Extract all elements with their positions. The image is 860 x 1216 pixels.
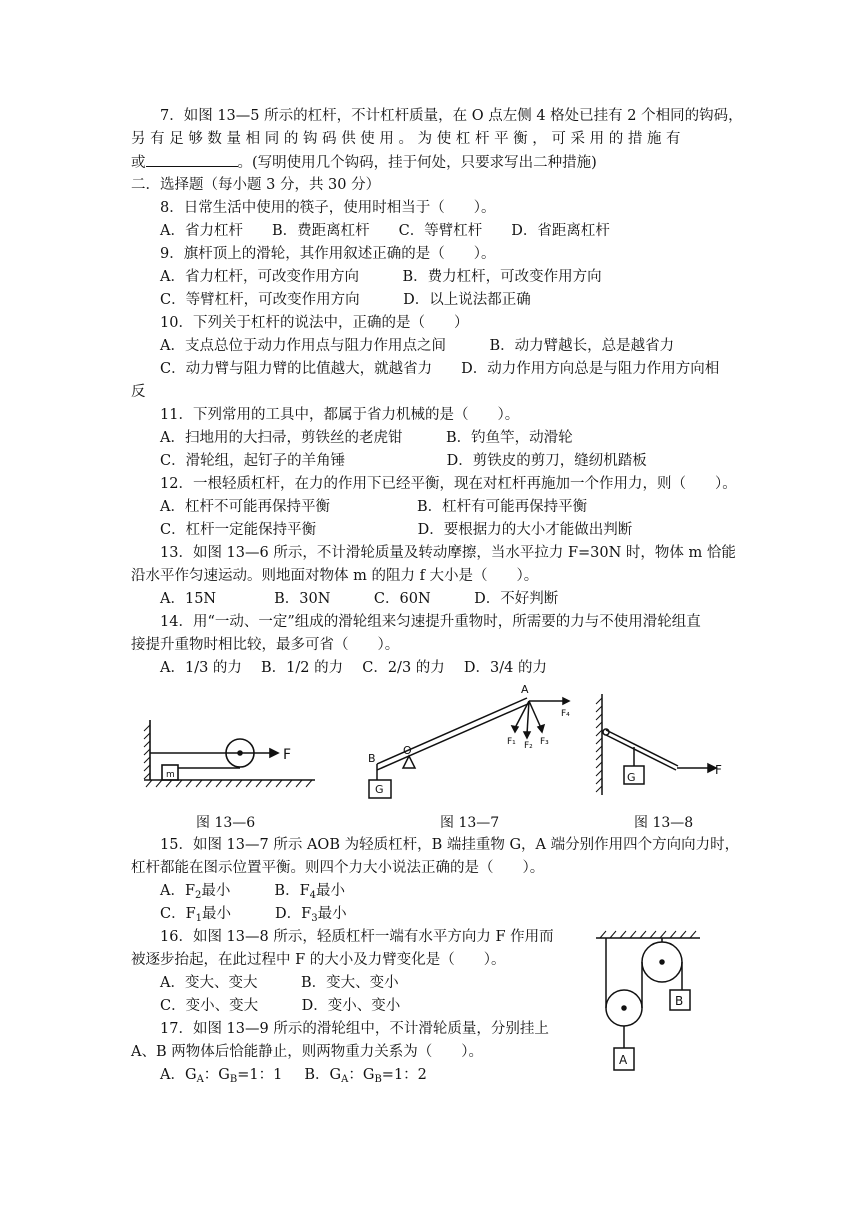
q17-opt-b-sub1: A	[341, 1074, 349, 1085]
fig6-label-m: m	[166, 770, 175, 780]
q10-stem: 10．下列关于杠杆的说法中，正确的是（ ）	[160, 315, 469, 331]
fig9-label-A: A	[619, 1053, 628, 1067]
q15-opt-c: C．F	[160, 906, 196, 922]
q17-opt-b: B．G	[304, 1067, 342, 1083]
q15-opt-b-tail: 最小	[316, 883, 346, 899]
q15-opt-b-sub: 4	[309, 890, 317, 901]
q16-line2: 被逐步抬起，在此过程中 F 的大小及力臂变化是（ ）。	[131, 952, 506, 968]
q16-line1: 16．如图 13—8 所示，轻质杠杆一端有水平方向力 F 作用而	[160, 929, 554, 945]
q15-opt-d-tail: 最小	[317, 906, 347, 922]
q11-options-row1: A．扫地用的大扫帚，剪铁丝的老虎钳 B．钓鱼竿，动滑轮	[160, 430, 573, 446]
fig7-label-F4: F₄	[561, 709, 570, 719]
figure-13-9-pulley-system	[590, 928, 710, 1076]
q17-opt-b-sub2: B	[374, 1074, 382, 1085]
q8-options: A．省力杠杆 B．费距离杠杆 C．等臂杠杆 D．省距离杠杆	[160, 223, 610, 239]
q15-opt-c-tail: 最小	[202, 906, 232, 922]
q10-options-row1: A．支点总位于动力作用点与阻力作用点之间 B．动力臂越长，总是越省力	[160, 338, 675, 354]
q17-opt-b-tail: =1：2	[381, 1067, 427, 1083]
q17-line1: 17．如图 13—9 所示的滑轮组中，不计滑轮质量，分别挂上	[160, 1021, 549, 1037]
q7-line3	[131, 152, 597, 173]
q7-prefix: 或	[131, 155, 146, 171]
q15-opt-a-sub: 2	[195, 890, 202, 901]
q17-opt-a-sub2: B	[229, 1074, 238, 1085]
q15-options-row1	[160, 881, 345, 901]
q7-line2: 另 有 足 够 数 量 相 同 的 钩 码 供 使 用 。 为 使 杠 杆 平 衡 ， 可 采 用 的 措 施 有	[131, 131, 681, 147]
q17-opt-b-mid: ：G	[348, 1067, 375, 1083]
q17-line2: A、B 两物体后恰能静止，则两物重力关系为（ ）。	[131, 1044, 483, 1060]
q10-options-row2: C．动力臂与阻力臂的比值越大，就越省力 D．动力作用方向总是与阻力作用方向相	[160, 361, 720, 377]
q10-options-row2-cont: 反	[131, 384, 146, 400]
fig7-label-A: A	[521, 683, 529, 696]
fig7-label-B: B	[368, 752, 376, 765]
figure-13-8-lever	[590, 690, 730, 805]
q7-answer-blank	[146, 152, 238, 167]
q11-options-row2: C．滑轮组，起钉子的羊角锤 D．剪铁皮的剪刀，缝纫机踏板	[160, 453, 647, 469]
q17-opt-a: A．G	[160, 1067, 197, 1083]
q14-options: A．1/3 的力 B．1/2 的力 C．2/3 的力 D．3/4 的力	[160, 660, 547, 676]
q15-opt-c-sub: 1	[195, 913, 203, 924]
q13-line2: 沿水平作匀速运动。则地面对物体 m 的阻力 f 大小是（ ）。	[131, 568, 539, 584]
q14-line1: 14．用“一动、一定”组成的滑轮组来匀速提升重物时，所需要的力与不使用滑轮组直	[160, 614, 701, 630]
q11-stem: 11．下列常用的工具中，都属于省力机械的是（ ）。	[160, 407, 520, 423]
section-title: 二．选择题（每小题 3 分，共 30 分）	[131, 177, 381, 193]
q15-opt-d-sub: 3	[311, 913, 318, 924]
q16-options-row1: A．变大、变大 B．变大、变小	[160, 975, 399, 991]
q12-stem: 12．一根轻质杠杆，在力的作用下已经平衡，现在对杠杆再施加一个作用力，则（ ）。	[160, 476, 737, 492]
fig7-label-G: G	[375, 783, 384, 796]
fig7-label-O: O	[403, 744, 412, 757]
caption-fig-13-7: 图 13—7	[440, 815, 500, 831]
q7-line1: 7．如图 13—5 所示的杠杆，不计杠杆质量，在 O 点左侧 4 格处已挂有 2 个相同的钩码，	[160, 108, 743, 124]
q13-options: A．15N B．30N C．60N D．不好判断	[160, 591, 559, 607]
caption-fig-13-8: 图 13—8	[634, 815, 694, 831]
fig6-label-F: F	[283, 747, 292, 763]
q15-line1: 15．如图 13—7 所示 AOB 为轻质杠杆，B 端挂重物 G，A 端分别作用四个方向向力时，	[160, 837, 740, 853]
q17-opt-a-tail: =1：1	[237, 1067, 283, 1083]
fig8-label-F: F	[715, 763, 722, 777]
q17-opt-a-mid: ：G	[203, 1067, 230, 1083]
q9-options-row1: A．省力杠杆，可改变作用方向 B．费力杠杆，可改变作用方向	[160, 269, 602, 285]
q8-stem: 8．日常生活中使用的筷子，使用时相当于（ ）。	[160, 200, 496, 216]
fig7-label-F1: F₁	[507, 737, 516, 747]
q9-options-row2: C．等臂杠杆，可改变作用方向 D．以上说法都正确	[160, 292, 531, 308]
figure-13-6-pulley	[140, 715, 330, 800]
q7-suffix: 。(写明使用几个钩码，挂于何处，只要求写出二种措施)	[237, 155, 597, 171]
caption-fig-13-6: 图 13—6	[196, 815, 256, 831]
q14-line2: 接提升重物时相比较，最多可省（ ）。	[131, 637, 400, 653]
q15-line2: 杠杆都能在图示位置平衡。则四个力大小说法正确的是（ ）。	[131, 860, 545, 876]
q9-stem: 9．旗杆顶上的滑轮，其作用叙述正确的是（ ）。	[160, 246, 496, 262]
q17-options	[160, 1065, 427, 1085]
q12-options-row2: C．杠杆一定能保持平衡 D．要根据力的大小才能做出判断	[160, 522, 633, 538]
q17-opt-a-sub1: A	[196, 1074, 204, 1085]
q15-opt-d: D．F	[275, 906, 312, 922]
q16-options-row2: C．变小、变大 D．变小、变小	[160, 998, 401, 1014]
q15-opt-a-tail: 最小	[201, 883, 231, 899]
q15-opt-b: B．F	[274, 883, 310, 899]
fig7-label-F3: F₃	[540, 737, 549, 747]
q15-opt-a: A．F	[160, 883, 196, 899]
fig9-label-B: B	[675, 994, 684, 1008]
figure-13-7-lever	[365, 682, 575, 804]
q12-options-row1: A．杠杆不可能再保持平衡 B．杠杆有可能再保持平衡	[160, 499, 588, 515]
fig7-label-F2: F₂	[524, 741, 533, 751]
fig8-label-G: G	[627, 771, 636, 784]
q15-options-row2	[160, 904, 347, 924]
q13-line1: 13．如图 13—6 所示，不计滑轮质量及转动摩擦，当水平拉力 F=30N 时，物体 m 恰能	[160, 545, 736, 561]
